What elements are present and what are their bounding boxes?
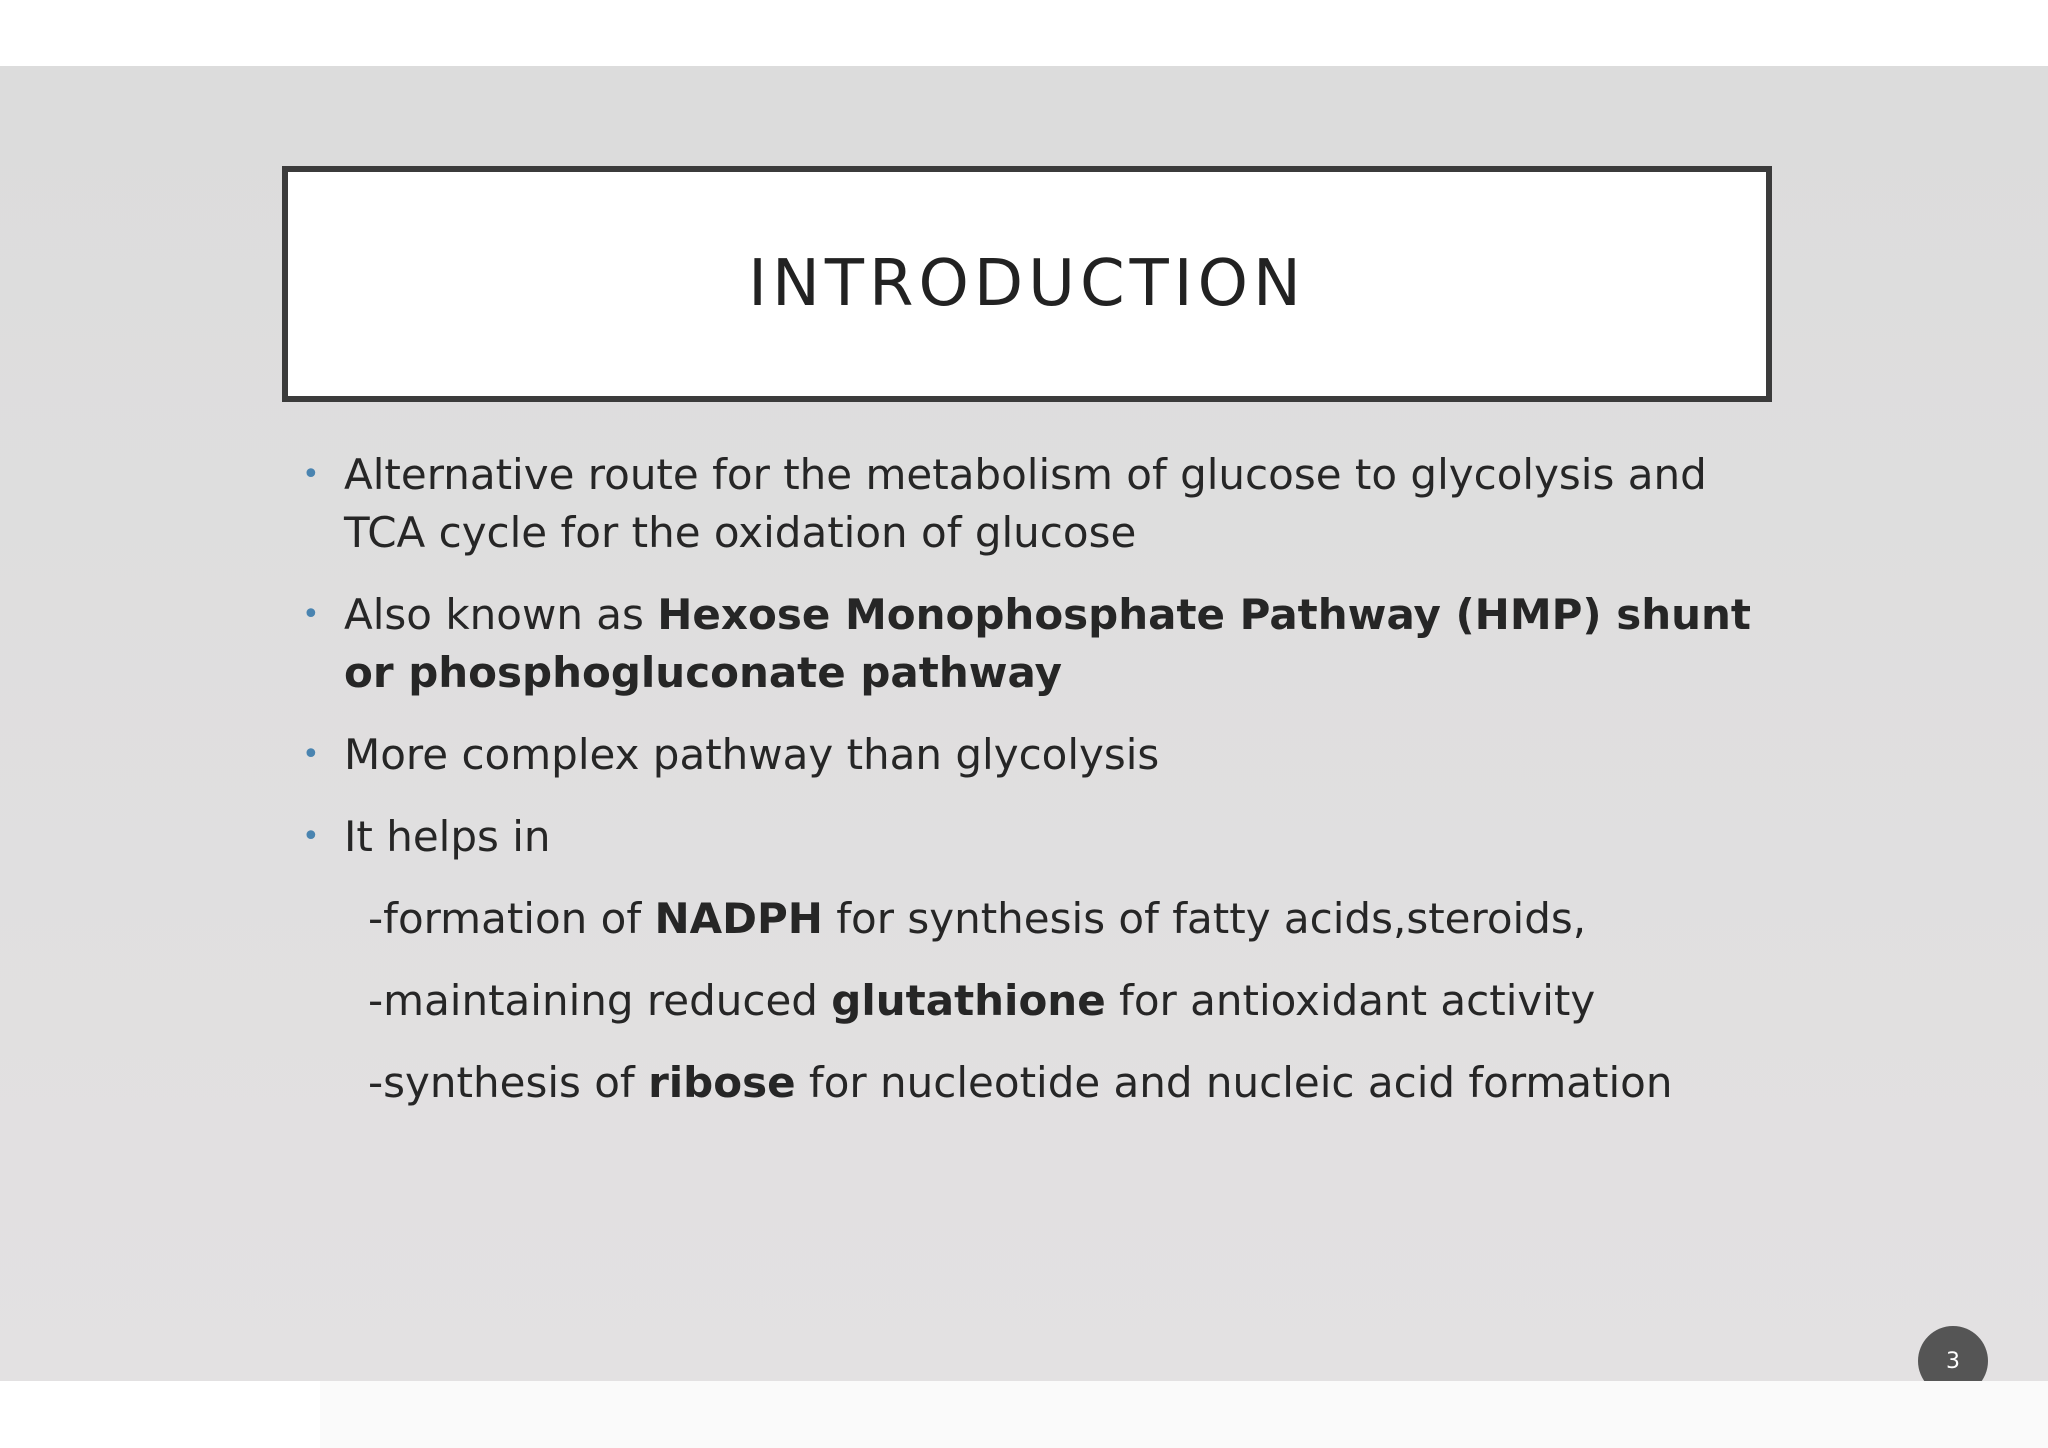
sub-item	[296, 972, 1796, 1030]
slide-content	[296, 446, 1796, 1136]
page-number-badge: 3	[1918, 1326, 1988, 1396]
title-box	[282, 166, 1772, 402]
bottom-strip	[320, 1381, 2048, 1448]
bullet-dot: •	[302, 597, 320, 632]
sub-item	[296, 1054, 1796, 1112]
sub-item-suffix: for antioxidant activity	[1105, 976, 1596, 1025]
bullet-item	[296, 586, 1796, 702]
bullet-item	[296, 808, 1796, 866]
sub-item-prefix: -synthesis of	[368, 1058, 649, 1107]
bullet-item	[296, 446, 1796, 562]
bullet-dot: •	[302, 819, 320, 854]
bullet-text-bold: Hexose Monophosphate Pathway (HMP) shunt or phosphogluconate pathway	[344, 590, 1752, 697]
sub-item-bold: NADPH	[654, 894, 823, 943]
sub-item-suffix: for nucleotide and nucleic acid formation	[795, 1058, 1673, 1107]
sub-item-bold: glutathione	[831, 976, 1106, 1025]
bullet-text: Alternative route for the metabolism of glucose to glycolysis and TCA cycle for the oxidation of glucose	[344, 450, 1707, 557]
bullet-text: More complex pathway than glycolysis	[344, 730, 1160, 779]
sub-item-prefix: -formation of	[368, 894, 655, 943]
slide	[0, 66, 2048, 1381]
sub-item-bold: ribose	[648, 1058, 796, 1107]
bullet-text: It helps in	[344, 812, 551, 861]
bullet-dot: •	[302, 457, 320, 492]
sub-item	[296, 890, 1796, 948]
bullet-dot: •	[302, 737, 320, 772]
sub-item-suffix: for synthesis of fatty acids,steroids,	[822, 894, 1587, 943]
bullet-text-prefix: Also known as	[344, 590, 658, 639]
sub-item-prefix: -maintaining reduced	[368, 976, 832, 1025]
bullet-item	[296, 726, 1796, 784]
slide-title: INTRODUCTION	[748, 247, 1306, 321]
